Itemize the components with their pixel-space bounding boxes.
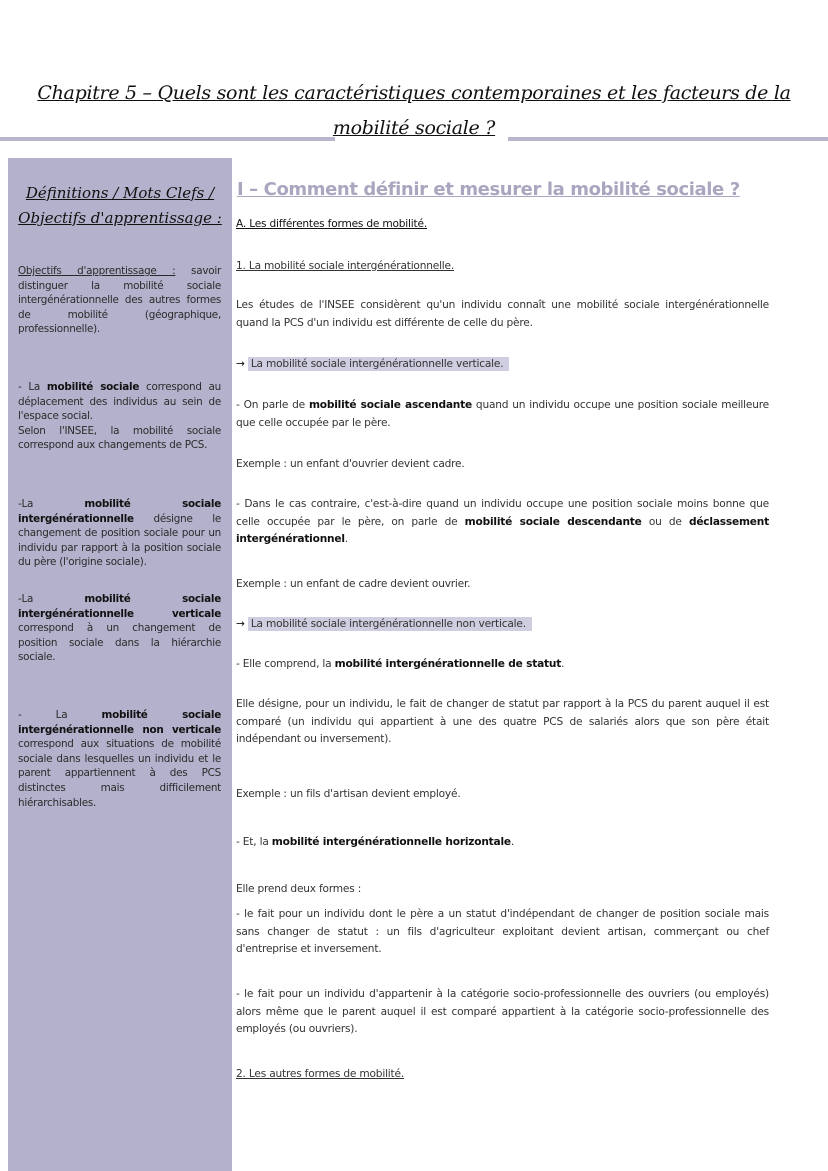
definition-mobilite-sociale [18, 380, 221, 453]
insee-paragraph: Les études de l'INSEE considèrent qu'un individu connaît une mobilité sociale intergénérationnelle quand la PCS d'un individu est différente de celle du père. [236, 299, 769, 329]
highlight-non-verticale-text: La mobilité sociale intergénérationnelle non verticale. [248, 617, 532, 631]
desc-pre: - Dans le cas contraire, c'est-à-dire quand un individu occupe une position sociale moins bonne que celle occupée par le père, on parle de [236, 498, 769, 528]
statut-pre: - Elle comprend, la [236, 658, 335, 670]
definition-non-verticale [18, 708, 221, 810]
descendante-paragraph [236, 496, 769, 549]
def1-insee: Selon l'INSEE, la mobilité sociale correspond aux changements de PCS. [18, 424, 221, 452]
sidebar-heading-line-2: Objectifs d'apprentissage : [18, 209, 222, 227]
def3-term: mobilité sociale intergénérationnelle verticale [18, 593, 221, 620]
horiz-term: mobilité intergénérationnelle horizontale [271, 836, 511, 848]
def1-term: mobilité sociale [46, 381, 140, 393]
highlight-verticale [236, 356, 769, 374]
definition-intergenerationnelle [18, 497, 221, 570]
def3-post: correspond à un changement de position sociale dans la hiérarchie sociale. [18, 622, 221, 664]
ascendante-paragraph [236, 397, 769, 432]
highlight-non-verticale [236, 616, 769, 634]
forme-1: - le fait pour un individu dont le père a un statut d'indépendant de changer de position sociale mais sans changer de statut : un fils d'agriculteur exploitant devient artisan, commerçant ou chef d'entreprise et inversement. [236, 908, 769, 955]
desc-mid: ou de [641, 515, 689, 528]
statut-paragraph [236, 656, 769, 674]
objectives-text: savoir distinguer la mobilité sociale intergénérationnelle des autres formes de mobilité (géographique, professionnelle). [18, 265, 221, 336]
desc-term2: déclassement intergénérationnel [236, 515, 769, 545]
page-title-line-2: mobilité sociale ? [332, 117, 496, 139]
forme-2: - le fait pour un individu d'appartenir à la catégorie socio-professionnelle des ouvriers (ou employés) alors même que le parent auquel il est comparé appartient à la catégorie socio-professionnelle des employés (ou ouvriers). [236, 988, 769, 1035]
example-1: Exemple : un enfant d'ouvrier devient cadre. [236, 458, 465, 470]
desc-post: . [344, 533, 348, 545]
objectives-label: Objectifs d'apprentissage : [18, 265, 176, 277]
designe-paragraph: Elle désigne, pour un individu, le fait de changer de statut par rapport à la PCS du parent auquel il est comparé (un individu qui appartient à une des quatre PCS de salariés alors que son père était indépendant ou inversement). [236, 698, 769, 745]
statut-term: mobilité intergénérationnelle de statut [334, 658, 562, 670]
asc-post: quand un individu occupe une position sociale meilleure que celle occupée par le père. [236, 399, 769, 429]
example-3: Exemple : un fils d'artisan devient employé. [236, 788, 461, 800]
desc-term1: mobilité sociale descendante [464, 515, 642, 528]
title-rule-right [508, 137, 828, 141]
horiz-post: . [510, 836, 515, 848]
sub2-text: 2. Les autres formes de mobilité. [236, 1068, 404, 1080]
def2-term: mobilité sociale intergénérationnelle [18, 498, 221, 525]
def4-post: correspond aux situations de mobilité sociale dans lesquelles un individu et le parent appartiennent à des PCS distinctes mais difficilement hiérarchisables. [18, 738, 221, 809]
horiz-pre: - Et, la [236, 836, 272, 848]
horizontale-paragraph [236, 834, 769, 852]
subsection-a-heading [236, 216, 769, 234]
highlight-verticale-text: La mobilité sociale intergénérationnelle verticale. [248, 357, 510, 371]
def1-pre: - La [18, 381, 47, 393]
def2-pre: -La [18, 498, 85, 510]
def4-term: mobilité sociale intergénérationnelle non verticale [18, 709, 221, 736]
sidebar-heading-line-1: Définitions / Mots Clefs / [25, 184, 215, 202]
section-heading: I – Comment définir et mesurer la mobilité sociale ? [237, 179, 740, 200]
page-title-line-1: Chapitre 5 – Quels sont les caractéristiques contemporaines et les facteurs de la [37, 82, 791, 104]
asc-pre: - On parle de [236, 399, 309, 411]
sub1-text: 1. La mobilité sociale intergénérationnelle. [236, 260, 455, 272]
def3-pre: -La [18, 593, 85, 605]
arrow-icon: → [236, 358, 245, 370]
def2-post: désigne le changement de position sociale pour un individu par rapport à la position sociale du père (l'origine sociale). [18, 512, 221, 569]
asc-term: mobilité sociale ascendante [308, 399, 472, 411]
def1-post: correspond au déplacement des individus au sein de l'espace social. [18, 381, 221, 423]
formes-intro: Elle prend deux formes : [236, 883, 362, 895]
definition-verticale [18, 592, 221, 665]
def4-pre: - La [18, 709, 102, 721]
example-2: Exemple : un enfant de cadre devient ouvrier. [236, 578, 471, 590]
objectives-paragraph [18, 264, 221, 337]
sub2-heading [236, 1066, 769, 1084]
sub1-heading [236, 258, 769, 276]
statut-post: . [561, 658, 565, 670]
arrow-icon: → [236, 618, 245, 630]
subsection-a-text: A. Les différentes formes de mobilité. [236, 218, 427, 230]
